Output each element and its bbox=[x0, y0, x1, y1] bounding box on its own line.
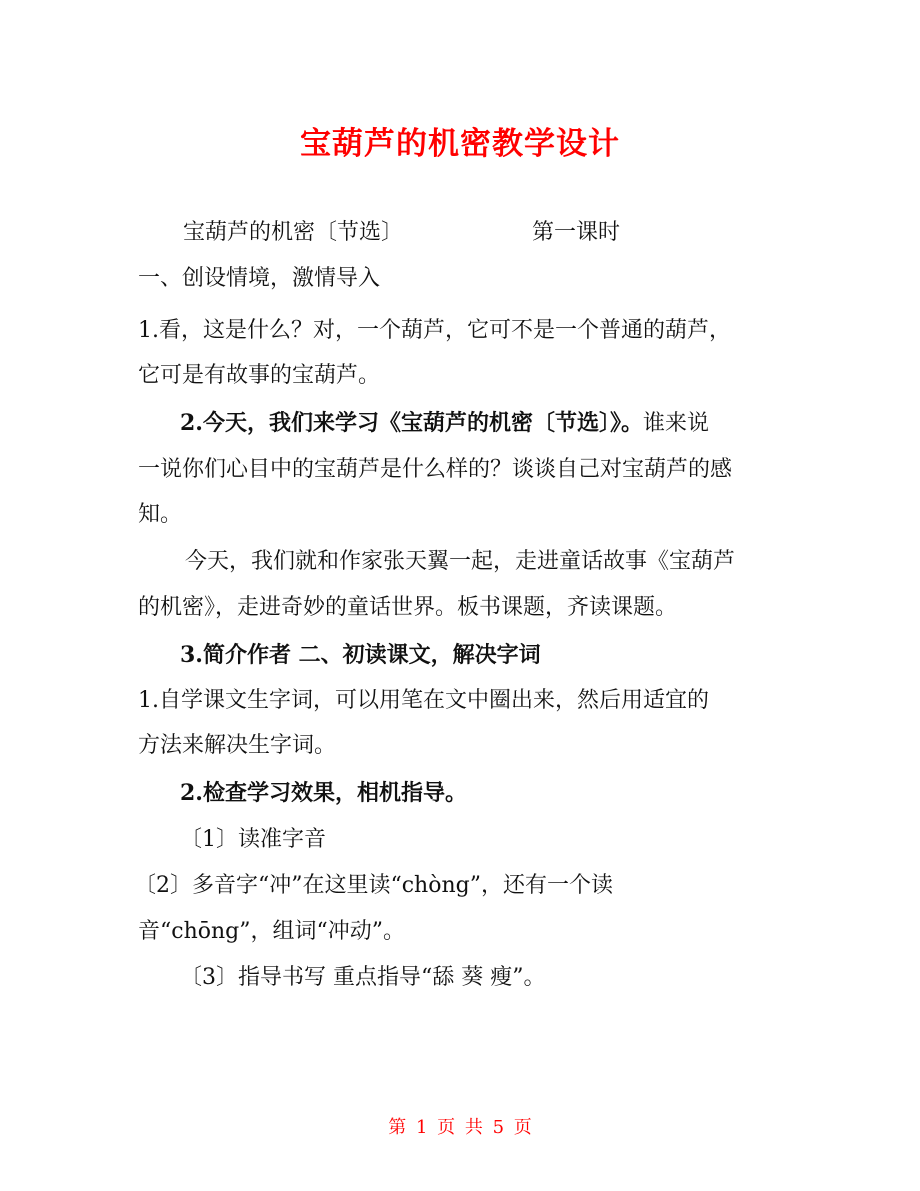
paragraph-line: 1.看，这是什么？对，一个葫芦，它可不是一个普通的葫芦， bbox=[138, 318, 731, 343]
paragraph-line: 〔1〕读准字音 bbox=[180, 827, 326, 852]
paragraph-line: 〔2〕多音字“冲”在这里读“chòng”，还有一个读 bbox=[134, 873, 613, 898]
lesson-header-right: 第一课时 bbox=[532, 220, 621, 245]
bold-text: 2.今天，我们来学习《宝葫芦的机密〔节选〕》。 bbox=[180, 410, 643, 436]
page-footer: 第 1 页 共 5 页 bbox=[388, 1117, 532, 1138]
paragraph-line: 今天，我们就和作家张天翼一起，走进童话故事《宝葫芦 bbox=[185, 549, 736, 574]
paragraph-line: 〔3〕指导书写 重点指导“舔 葵 瘦”。 bbox=[180, 965, 546, 990]
paragraph-line: 的机密》，走进奇妙的童话世界。板书课题，齐读课题。 bbox=[138, 595, 678, 620]
section-heading: 一、创设情境，激情导入 bbox=[138, 266, 381, 291]
paragraph-line: 1.自学课文生字词，可以用笔在文中圈出来，然后用适宜的 bbox=[138, 688, 709, 713]
paragraph-line: 知。 bbox=[138, 502, 183, 527]
paragraph-line bbox=[180, 408, 709, 439]
lesson-header-left: 宝葫芦的机密〔节选〕 bbox=[183, 220, 404, 245]
paragraph-line: 一说你们心目中的宝葫芦是什么样的？谈谈自己对宝葫芦的感 bbox=[138, 457, 733, 482]
paragraph-line: 它可是有故事的宝葫芦。 bbox=[138, 363, 381, 388]
paragraph-text: 谁来说 bbox=[642, 411, 709, 436]
paragraph-line: 3.简介作者 二、初读课文，解决字词 bbox=[180, 642, 541, 668]
paragraph-line: 音“chōng”，组词“冲动”。 bbox=[138, 919, 405, 944]
document-title: 宝葫芦的机密教学设计 bbox=[300, 126, 620, 162]
paragraph-line: 2.检查学习效果，相机指导。 bbox=[180, 780, 467, 806]
paragraph-line: 方法来解决生字词。 bbox=[138, 733, 337, 758]
